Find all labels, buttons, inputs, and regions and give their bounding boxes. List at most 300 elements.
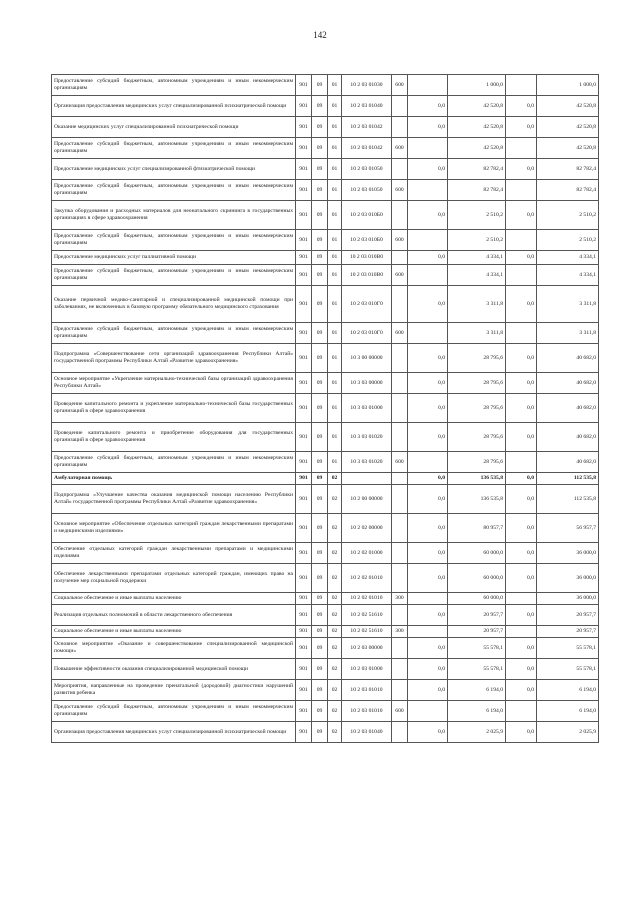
value-2: 82 782,4 <box>448 180 506 201</box>
expense-type-code: 600 <box>392 265 408 286</box>
expense-type-code <box>392 286 408 323</box>
value-3: 0,0 <box>506 394 537 423</box>
subsection-code: 01 <box>328 138 342 159</box>
value-4: 4 334,1 <box>537 265 599 286</box>
value-3 <box>506 626 537 638</box>
value-2: 20 957,7 <box>448 605 506 626</box>
value-1: 0,0 <box>408 159 448 180</box>
table-row <box>52 659 599 680</box>
ministry-code: 901 <box>296 605 312 626</box>
row-name: Социальное обеспечение и иные выплаты населению <box>52 593 296 605</box>
table-row <box>52 626 599 638</box>
expense-type-code: 600 <box>392 138 408 159</box>
value-2: 136 535,8 <box>448 473 506 485</box>
target-article-code: 10 3 03 01020 <box>342 423 392 452</box>
subsection-code: 02 <box>328 605 342 626</box>
value-1 <box>408 701 448 722</box>
subsection-code: 01 <box>328 323 342 344</box>
ministry-code: 901 <box>296 230 312 251</box>
target-article-code: 10 2 03 00000 <box>342 638 392 659</box>
value-2: 4 334,1 <box>448 265 506 286</box>
row-name: Мероприятия, направленные на проведение пренатальной (дородовой) диагностики нарушений развития ребенка <box>52 680 296 701</box>
value-4: 36 000,0 <box>537 543 599 564</box>
row-name: Основное мероприятие «Обеспечение отдельных категорий граждан лекарственными препаратами и медицинскими изделиями» <box>52 514 296 543</box>
expense-type-code: 600 <box>392 180 408 201</box>
row-name: Основное мероприятие «Укрепление материально-технической базы организаций здравоохранения Республики Алтай» <box>52 373 296 394</box>
value-4: 42 520,8 <box>537 96 599 117</box>
row-name: Организация предоставления медицинских услуг специализированной психиатрической помощи <box>52 96 296 117</box>
row-name: Амбулаторная помощь <box>52 473 296 485</box>
value-4: 40 682,0 <box>537 394 599 423</box>
value-1: 0,0 <box>408 514 448 543</box>
target-article-code: 10 2 03 01040 <box>342 722 392 743</box>
value-3 <box>506 75 537 96</box>
ministry-code: 901 <box>296 117 312 138</box>
subsection-code: 01 <box>328 117 342 138</box>
subsection-code: 02 <box>328 659 342 680</box>
row-name: Предоставление субсидий бюджетным, автономным учреждениям и иным некоммерческим организациям <box>52 452 296 473</box>
value-4: 3 311,8 <box>537 286 599 323</box>
value-2: 55 578,1 <box>448 638 506 659</box>
value-3 <box>506 180 537 201</box>
value-2: 28 795,6 <box>448 423 506 452</box>
target-article-code: 10 2 03 01050 <box>342 159 392 180</box>
value-2: 60 000,0 <box>448 543 506 564</box>
row-name: Проведение капитального ремонта и приобретение оборудования для государственных организаций в сфере здравоохранения <box>52 423 296 452</box>
expense-type-code <box>392 251 408 265</box>
value-1: 0,0 <box>408 543 448 564</box>
value-2: 4 334,1 <box>448 251 506 265</box>
target-article-code: 10 3 00 00000 <box>342 344 392 373</box>
value-4: 55 578,1 <box>537 638 599 659</box>
page-number: 142 <box>313 30 327 40</box>
value-4: 112 535,8 <box>537 473 599 485</box>
subsection-code: 02 <box>328 722 342 743</box>
value-3: 0,0 <box>506 159 537 180</box>
value-4: 56 957,7 <box>537 514 599 543</box>
value-1 <box>408 323 448 344</box>
target-article-code: 10 2 03 010Б0 <box>342 201 392 230</box>
value-1: 0,0 <box>408 96 448 117</box>
value-1: 0,0 <box>408 251 448 265</box>
value-1: 0,0 <box>408 605 448 626</box>
target-article-code: 10 2 03 010В0 <box>342 265 392 286</box>
ministry-code: 901 <box>296 423 312 452</box>
subsection-code: 02 <box>328 543 342 564</box>
target-article-code: 10 2 02 01000 <box>342 543 392 564</box>
ministry-code: 901 <box>296 680 312 701</box>
section-code: 09 <box>312 543 328 564</box>
expense-type-code <box>392 564 408 593</box>
ministry-code: 901 <box>296 473 312 485</box>
value-1 <box>408 230 448 251</box>
ministry-code: 901 <box>296 201 312 230</box>
value-1 <box>408 138 448 159</box>
ministry-code: 901 <box>296 701 312 722</box>
target-article-code: 10 2 03 01042 <box>342 117 392 138</box>
subsection-code: 01 <box>328 230 342 251</box>
expense-type-code <box>392 96 408 117</box>
target-article-code: 10 2 03 01010 <box>342 680 392 701</box>
ministry-code: 901 <box>296 564 312 593</box>
table-row <box>52 230 599 251</box>
section-code: 09 <box>312 605 328 626</box>
subsection-code: 02 <box>328 638 342 659</box>
section-code: 09 <box>312 423 328 452</box>
ministry-code: 901 <box>296 75 312 96</box>
value-2: 6 194,0 <box>448 701 506 722</box>
expense-type-code <box>392 514 408 543</box>
expense-type-code <box>392 485 408 514</box>
row-name: Оказание медицинских услуг специализированной психиатрической помощи <box>52 117 296 138</box>
value-3: 0,0 <box>506 543 537 564</box>
value-1: 0,0 <box>408 722 448 743</box>
section-code: 09 <box>312 514 328 543</box>
ministry-code: 901 <box>296 96 312 117</box>
value-1: 0,0 <box>408 286 448 323</box>
value-3 <box>506 701 537 722</box>
expense-type-code <box>392 638 408 659</box>
subsection-code: 01 <box>328 373 342 394</box>
value-2: 3 311,8 <box>448 323 506 344</box>
table-body <box>52 75 599 743</box>
ministry-code: 901 <box>296 485 312 514</box>
value-2: 136 535,8 <box>448 485 506 514</box>
target-article-code: 10 2 03 01042 <box>342 138 392 159</box>
value-2: 60 000,0 <box>448 564 506 593</box>
value-3 <box>506 138 537 159</box>
table-row <box>52 201 599 230</box>
subsection-code: 01 <box>328 394 342 423</box>
value-2: 2 510,2 <box>448 201 506 230</box>
expense-type-code <box>392 473 408 485</box>
section-code: 09 <box>312 96 328 117</box>
table-row <box>52 251 599 265</box>
ministry-code: 901 <box>296 514 312 543</box>
value-3: 0,0 <box>506 722 537 743</box>
value-4: 40 682,0 <box>537 373 599 394</box>
value-3: 0,0 <box>506 485 537 514</box>
row-name: Предоставление субсидий бюджетным, автономным учреждениям и иным некоммерческим организациям <box>52 75 296 96</box>
value-2: 28 795,6 <box>448 394 506 423</box>
section-code: 09 <box>312 659 328 680</box>
expense-type-code: 600 <box>392 230 408 251</box>
value-2: 42 520,8 <box>448 96 506 117</box>
value-4: 6 194,0 <box>537 680 599 701</box>
target-article-code: 10 2 03 01050 <box>342 180 392 201</box>
subsection-code: 02 <box>328 593 342 605</box>
value-4: 1 000,0 <box>537 75 599 96</box>
value-2: 82 782,4 <box>448 159 506 180</box>
ministry-code: 901 <box>296 344 312 373</box>
value-3: 0,0 <box>506 473 537 485</box>
row-name: Социальное обеспечение и иные выплаты населению <box>52 626 296 638</box>
value-3: 0,0 <box>506 373 537 394</box>
section-code: 09 <box>312 701 328 722</box>
section-code: 09 <box>312 638 328 659</box>
value-4: 42 520,8 <box>537 138 599 159</box>
row-name: Закупка оборудования и расходных материалов для неонатального скрининга в государственных организациях в сфере здравоохранения <box>52 201 296 230</box>
expense-type-code <box>392 722 408 743</box>
expense-type-code <box>392 159 408 180</box>
subsection-code: 01 <box>328 251 342 265</box>
row-name: Обеспечение отдельных категорий граждан лекарственными препаратами и медицинскими изделиями <box>52 543 296 564</box>
target-article-code: 10 2 03 010Б0 <box>342 230 392 251</box>
value-4: 6 194,0 <box>537 701 599 722</box>
value-4: 55 578,1 <box>537 659 599 680</box>
ministry-code: 901 <box>296 323 312 344</box>
value-4: 2 510,2 <box>537 201 599 230</box>
row-name: Предоставление субсидий бюджетным, автономным учреждениям и иным некоммерческим организациям <box>52 180 296 201</box>
value-4: 82 782,4 <box>537 159 599 180</box>
subsection-code: 02 <box>328 626 342 638</box>
value-4: 40 682,0 <box>537 344 599 373</box>
value-1: 0,0 <box>408 201 448 230</box>
target-article-code: 10 2 03 01000 <box>342 659 392 680</box>
expense-type-code <box>392 344 408 373</box>
target-article-code: 10 2 03 010В0 <box>342 251 392 265</box>
value-4: 82 782,4 <box>537 180 599 201</box>
section-code: 09 <box>312 180 328 201</box>
value-1: 0,0 <box>408 659 448 680</box>
section-code: 09 <box>312 265 328 286</box>
target-article-code: 10 2 02 01010 <box>342 564 392 593</box>
value-2: 55 578,1 <box>448 659 506 680</box>
value-3: 0,0 <box>506 251 537 265</box>
value-1: 0,0 <box>408 423 448 452</box>
target-article-code: 10 2 02 51610 <box>342 605 392 626</box>
subsection-code: 01 <box>328 96 342 117</box>
table-row <box>52 323 599 344</box>
target-article-code: 10 2 02 00000 <box>342 514 392 543</box>
value-1: 0,0 <box>408 373 448 394</box>
section-code: 09 <box>312 251 328 265</box>
section-code: 09 <box>312 138 328 159</box>
row-name: Предоставление субсидий бюджетным, автономным учреждениям и иным некоммерческим организациям <box>52 230 296 251</box>
row-name: Оказание первичной медико-санитарной и специализированной медицинской помощи при заболеваниях, не включенных в базовую программу обязательного медицинского страхования <box>52 286 296 323</box>
section-code: 09 <box>312 485 328 514</box>
expense-type-code <box>392 680 408 701</box>
subsection-code: 01 <box>328 452 342 473</box>
value-2: 2 510,2 <box>448 230 506 251</box>
value-3: 0,0 <box>506 423 537 452</box>
table-row <box>52 605 599 626</box>
value-3: 0,0 <box>506 605 537 626</box>
ministry-code: 901 <box>296 626 312 638</box>
value-1 <box>408 75 448 96</box>
ministry-code: 901 <box>296 722 312 743</box>
ministry-code: 901 <box>296 286 312 323</box>
ministry-code: 901 <box>296 251 312 265</box>
subsection-code: 02 <box>328 564 342 593</box>
value-3: 0,0 <box>506 96 537 117</box>
expense-type-code: 600 <box>392 701 408 722</box>
table-row <box>52 180 599 201</box>
value-3 <box>506 452 537 473</box>
value-1 <box>408 626 448 638</box>
section-code: 09 <box>312 394 328 423</box>
ministry-code: 901 <box>296 452 312 473</box>
value-1 <box>408 593 448 605</box>
section-code: 09 <box>312 722 328 743</box>
expense-type-code: 300 <box>392 593 408 605</box>
value-2: 60 000,0 <box>448 593 506 605</box>
budget-table <box>51 74 599 743</box>
expense-type-code: 600 <box>392 452 408 473</box>
value-3: 0,0 <box>506 564 537 593</box>
target-article-code: 10 2 03 01040 <box>342 96 392 117</box>
expense-type-code <box>392 201 408 230</box>
value-4: 42 520,8 <box>537 117 599 138</box>
subsection-code: 02 <box>328 701 342 722</box>
value-3 <box>506 593 537 605</box>
table-row <box>52 701 599 722</box>
subsection-code: 01 <box>328 286 342 323</box>
value-4: 40 682,0 <box>537 452 599 473</box>
value-3: 0,0 <box>506 680 537 701</box>
ministry-code: 901 <box>296 638 312 659</box>
value-1: 0,0 <box>408 485 448 514</box>
table-row <box>52 159 599 180</box>
table-row <box>52 593 599 605</box>
table-row <box>52 452 599 473</box>
table-row <box>52 75 599 96</box>
value-3: 0,0 <box>506 286 537 323</box>
section-code: 09 <box>312 344 328 373</box>
target-article-code <box>342 473 392 485</box>
value-1: 0,0 <box>408 473 448 485</box>
value-4: 2 510,2 <box>537 230 599 251</box>
table-row <box>52 286 599 323</box>
section-code: 09 <box>312 593 328 605</box>
table-row <box>52 473 599 485</box>
ministry-code: 901 <box>296 593 312 605</box>
target-article-code: 10 2 03 010Г0 <box>342 323 392 344</box>
expense-type-code <box>392 394 408 423</box>
target-article-code: 10 3 03 00000 <box>342 373 392 394</box>
section-code: 09 <box>312 323 328 344</box>
value-2: 3 311,8 <box>448 286 506 323</box>
row-name: Предоставление субсидий бюджетным, автономным учреждениям и иным некоммерческим организациям <box>52 265 296 286</box>
value-1 <box>408 265 448 286</box>
value-2: 28 795,6 <box>448 373 506 394</box>
ministry-code: 901 <box>296 543 312 564</box>
value-2: 2 025,9 <box>448 722 506 743</box>
value-2: 1 000,0 <box>448 75 506 96</box>
value-1: 0,0 <box>408 680 448 701</box>
row-name: Предоставление медицинских услуг паллиативной помощи <box>52 251 296 265</box>
expense-type-code <box>392 373 408 394</box>
table-row <box>52 722 599 743</box>
target-article-code: 10 3 03 01020 <box>342 452 392 473</box>
expense-type-code <box>392 423 408 452</box>
subsection-code: 02 <box>328 680 342 701</box>
value-1: 0,0 <box>408 638 448 659</box>
value-4: 4 334,1 <box>537 251 599 265</box>
value-1 <box>408 452 448 473</box>
value-4: 20 957,7 <box>537 605 599 626</box>
expense-type-code: 600 <box>392 75 408 96</box>
section-code: 09 <box>312 564 328 593</box>
subsection-code: 01 <box>328 201 342 230</box>
row-name: Обеспечение лекарственными препаратами отдельных категорий граждан, имеющих право на получение мер социальной поддержки <box>52 564 296 593</box>
row-name: Организация предоставления медицинских услуг специализированной психиатрической помощи <box>52 722 296 743</box>
expense-type-code <box>392 605 408 626</box>
value-3: 0,0 <box>506 659 537 680</box>
value-4: 2 025,9 <box>537 722 599 743</box>
expense-type-code <box>392 659 408 680</box>
table-row <box>52 394 599 423</box>
value-3: 0,0 <box>506 514 537 543</box>
section-code: 09 <box>312 75 328 96</box>
row-name: Подпрограмма «Улучшение качества оказания медицинской помощи населению Республики Алтай» государственной программы Республики Алтай «Развитие здравоохранения» <box>52 485 296 514</box>
row-name: Повышение эффективности оказания специализированной медицинской помощи <box>52 659 296 680</box>
ministry-code: 901 <box>296 265 312 286</box>
target-article-code: 10 2 03 01010 <box>342 701 392 722</box>
expense-type-code: 600 <box>392 323 408 344</box>
table-row <box>52 638 599 659</box>
table-row <box>52 344 599 373</box>
value-3: 0,0 <box>506 201 537 230</box>
subsection-code: 02 <box>328 514 342 543</box>
table-row <box>52 373 599 394</box>
value-2: 42 520,8 <box>448 117 506 138</box>
subsection-code: 01 <box>328 344 342 373</box>
value-3 <box>506 265 537 286</box>
row-name: Предоставление субсидий бюджетным, автономным учреждениям и иным некоммерческим организациям <box>52 323 296 344</box>
section-code: 09 <box>312 159 328 180</box>
section-code: 09 <box>312 117 328 138</box>
value-2: 6 194,0 <box>448 680 506 701</box>
target-article-code: 10 2 02 01010 <box>342 593 392 605</box>
expense-type-code <box>392 543 408 564</box>
value-1: 0,0 <box>408 564 448 593</box>
ministry-code: 901 <box>296 394 312 423</box>
table-row <box>52 96 599 117</box>
section-code: 09 <box>312 626 328 638</box>
row-name: Проведение капитального ремонта и укрепление материально-технической базы государственных организаций в сфере здравоохранения <box>52 394 296 423</box>
table-row <box>52 485 599 514</box>
value-2: 20 957,7 <box>448 626 506 638</box>
value-3: 0,0 <box>506 638 537 659</box>
subsection-code: 01 <box>328 423 342 452</box>
subsection-code: 01 <box>328 159 342 180</box>
table-row <box>52 514 599 543</box>
value-2: 42 520,8 <box>448 138 506 159</box>
value-3 <box>506 230 537 251</box>
value-3 <box>506 323 537 344</box>
target-article-code: 10 2 02 51610 <box>342 626 392 638</box>
subsection-code: 01 <box>328 265 342 286</box>
section-code: 09 <box>312 230 328 251</box>
value-1: 0,0 <box>408 117 448 138</box>
row-name: Предоставление субсидий бюджетным, автономным учреждениям и иным некоммерческим организациям <box>52 701 296 722</box>
subsection-code: 01 <box>328 75 342 96</box>
value-2: 28 795,6 <box>448 452 506 473</box>
ministry-code: 901 <box>296 138 312 159</box>
value-4: 112 535,8 <box>537 485 599 514</box>
subsection-code: 02 <box>328 485 342 514</box>
ministry-code: 901 <box>296 373 312 394</box>
value-1: 0,0 <box>408 344 448 373</box>
target-article-code: 10 2 00 00000 <box>342 485 392 514</box>
value-1: 0,0 <box>408 394 448 423</box>
section-code: 09 <box>312 473 328 485</box>
subsection-code: 01 <box>328 180 342 201</box>
row-name: Предоставление медицинских услуг специализированной фтизиатрической помощи <box>52 159 296 180</box>
table-row <box>52 543 599 564</box>
section-code: 09 <box>312 373 328 394</box>
